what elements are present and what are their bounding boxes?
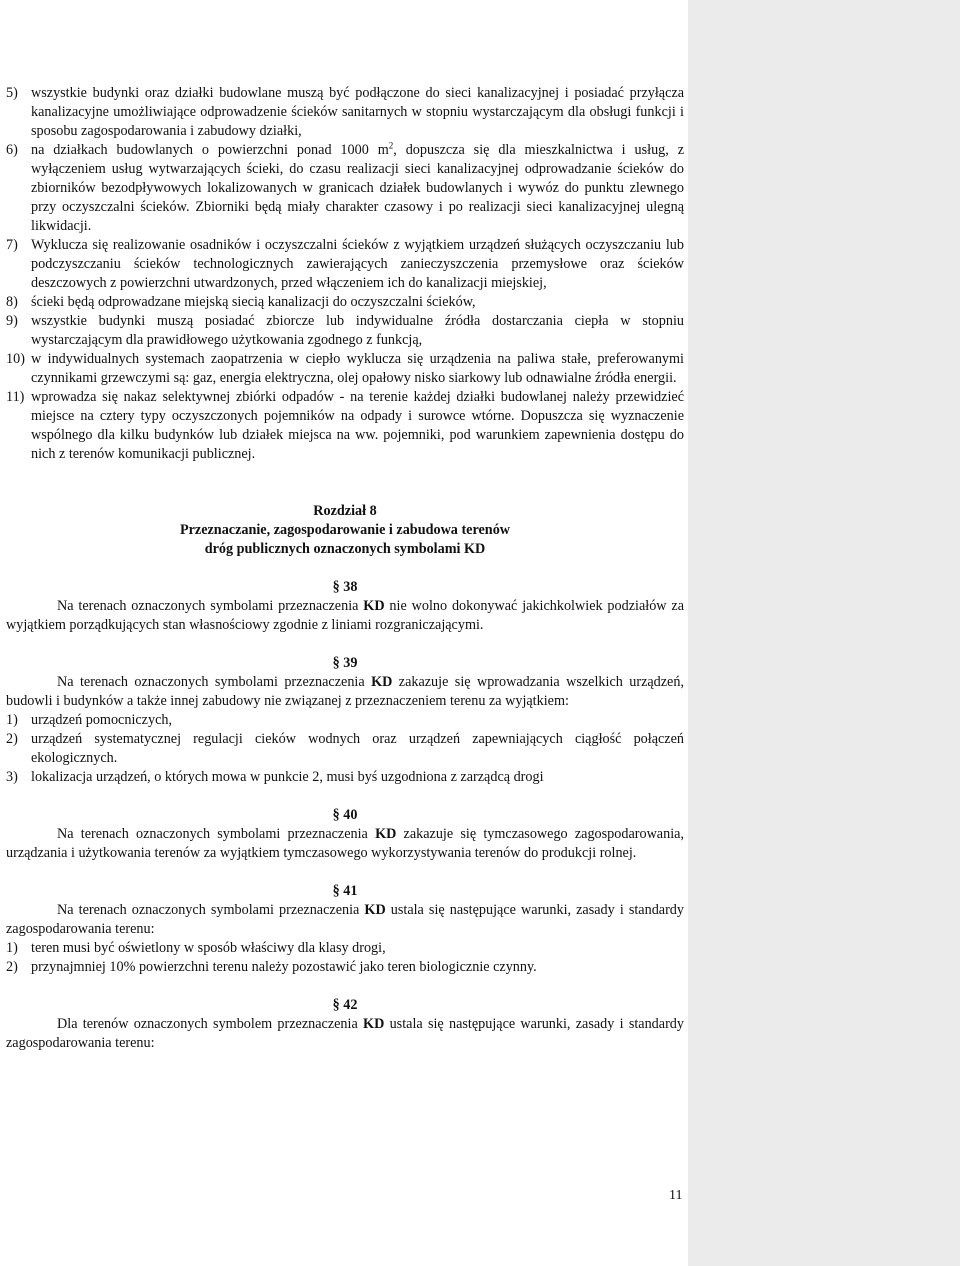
list-item-text: Wyklucza się realizowanie osadników i oczyszczalni ścieków z wyjątkiem urządzeń służących oczyszczaniu lub podczyszczaniu ścieków technologicznych zawierających zanieczyszczenia przemysłowe oraz ścieków deszczowych z powierzchni utwardzonych, przed włączeniem ich do kanalizacji miejskiej, — [31, 237, 684, 291]
chapter-number: Rozdział 8 — [313, 503, 377, 519]
chapter-heading — [6, 502, 684, 559]
text-segment: zakazuje się wprowadzania wszelkich urządzeń, budowli i budynków a także innej zabudowy nie związanej z przeznaczeniem terenu za wyjątkiem: — [6, 674, 684, 709]
list-item-text: urządzeń systematycznej regulacji cieków wodnych oraz urządzeń zapewniających ciągłość połączeń ekologicznych. — [31, 731, 684, 766]
list-item-number: 1) — [6, 940, 18, 956]
page-number: 11 — [669, 1188, 683, 1203]
paragraph — [6, 673, 684, 711]
list-item-text: wszystkie budynki muszą posiadać zbiorcze lub indywidualne źródła dostarczania ciepła w stopniu wystarczającym dla prawidłowego użytkowania zgodnego z funkcją, — [31, 313, 684, 348]
document-body — [6, 84, 684, 1053]
text-segment: ustala się następujące warunki, zasady i standardy zagospodarowania terenu: — [6, 1016, 684, 1051]
text-segment: Dla terenów oznaczonych symbolem przeznaczenia — [57, 1016, 364, 1032]
section-heading: § 39 — [332, 655, 358, 671]
list-item-text: lokalizacja urządzeń, o których mowa w punkcie 2, musi byś uzgodniona z zarządcą drogi — [31, 769, 544, 785]
list-item — [6, 236, 684, 293]
symbol-code: KD — [375, 826, 397, 842]
symbol-code: KD — [363, 598, 385, 614]
text-segment: Na terenach oznaczonych symbolami przeznaczenia — [57, 598, 364, 614]
paragraph — [6, 597, 684, 635]
list-item-text: urządzeń pomocniczych, — [31, 712, 173, 728]
chapter-title-line: dróg publicznych oznaczonych symbolami KD — [204, 541, 486, 557]
text-segment: Na terenach oznaczonych symbolami przeznaczenia — [57, 902, 365, 918]
list-item — [6, 958, 684, 977]
text-segment: Na terenach oznaczonych symbolami przeznaczenia — [57, 826, 376, 842]
list-item-number: 5) — [6, 85, 18, 101]
section-heading: § 41 — [332, 883, 358, 899]
paragraph — [6, 1015, 684, 1053]
list-item-number: 6) — [6, 142, 18, 158]
section-heading: § 38 — [332, 579, 358, 595]
list-item-number: 1) — [6, 712, 18, 728]
list-item — [6, 312, 684, 350]
paragraph — [6, 901, 684, 939]
list-item — [6, 730, 684, 768]
chapter-title-line: Przeznaczanie, zagospodarowanie i zabudowa terenów — [179, 522, 511, 538]
list-item-text: przynajmniej 10% powierzchni terenu należy pozostawić jako teren biologicznie czynny. — [31, 959, 537, 975]
list-item-number: 11) — [6, 389, 25, 405]
list-item-number: 3) — [6, 769, 18, 785]
section-heading: § 42 — [332, 997, 358, 1013]
list-item — [6, 768, 684, 787]
list-item-number: 10) — [6, 351, 25, 367]
section-heading: § 40 — [332, 807, 358, 823]
list-item-number: 9) — [6, 313, 18, 329]
list-item-text: w indywidualnych systemach zaopatrzenia w ciepło wyklucza się urządzenia na paliwa stałe, preferowanymi czynnikami grzewczymi są: gaz, energia elektryczna, olej opałowy nisko siarkowy lub odnawialne źródła energii. — [31, 351, 684, 386]
list-item — [6, 711, 684, 730]
list-item-number: 2) — [6, 959, 18, 975]
list-item-number: 8) — [6, 294, 18, 310]
list-item — [6, 350, 684, 388]
list-item — [6, 293, 684, 312]
list-item-number: 7) — [6, 237, 18, 253]
list-item-number: 2) — [6, 731, 18, 747]
list-item-text: ścieki będą odprowadzane miejską siecią kanalizacji do oczyszczalni ścieków, — [31, 294, 476, 310]
text-segment: na działkach budowlanych o powierzchni ponad 1000 m — [31, 142, 389, 158]
list-item — [6, 84, 684, 141]
symbol-code: KD — [371, 674, 393, 690]
text-segment: ustala się następujące warunki, zasady i standardy zagospodarowania terenu: — [6, 902, 684, 937]
list-item — [6, 141, 684, 236]
text-segment: , dopuszcza się dla mieszkalnictwa i usług, z wyłączeniem usług wytwarzających ścieki, do czasu realizacji sieci kanalizacyjnej odprowadzanie ścieków do zbiorników bezodpływowych lokalizowanych w granicach działek budowlanych i wywóz do punktu zlewnego przy oczyszczalni ścieków. Zbiorniki będą miały charakter czasowy i po realizacji sieci kanalizacyjnej ulegną likwidacji. — [31, 142, 685, 234]
comment-margin-panel — [688, 0, 960, 1266]
text-segment: Na terenach oznaczonych symbolami przeznaczenia — [57, 674, 372, 690]
list-item-text — [31, 141, 684, 236]
superscript: 2 — [388, 140, 394, 151]
text-segment: nie wolno dokonywać jakichkolwiek podziałów za wyjątkiem porządkujących stan własnościowy zgodnie z liniami rozgraniczającymi. — [6, 598, 684, 633]
paragraph — [6, 825, 684, 863]
list-item-text: teren musi być oświetlony w sposób właściwy dla klasy drogi, — [31, 940, 386, 956]
list-item — [6, 388, 684, 464]
symbol-code: KD — [363, 1016, 385, 1032]
list-item — [6, 939, 684, 958]
symbol-code: KD — [364, 902, 386, 918]
list-item-text: wprowadza się nakaz selektywnej zbiórki odpadów - na terenie każdej działki budowlanej należy przewidzieć miejsce na cztery typy oczyszczonych pojemników na odpady i surowce wtórne. Dopuszcza się wyznaczenie wspólnego dla kilku budynków lub działek miejsca na ww. pojemniki, pod warunkiem zapewnienia dostępu do nich z terenów komunikacji publicznej. — [31, 389, 684, 462]
list-item-text: wszystkie budynki oraz działki budowlane muszą być podłączone do sieci kanalizacyjnej i posiadać przyłącza kanalizacyjne umożliwiające odprowadzenie ścieków sanitarnych w stopniu wystarczającym dla obsługi funkcji i sposobu zagospodarowania i zabudowy działki, — [31, 85, 684, 139]
text-segment: zakazuje się tymczasowego zagospodarowania, urządzania i użytkowania terenów za wyjątkiem tymczasowego wykorzystywania terenów do produkcji rolnej. — [6, 826, 684, 861]
